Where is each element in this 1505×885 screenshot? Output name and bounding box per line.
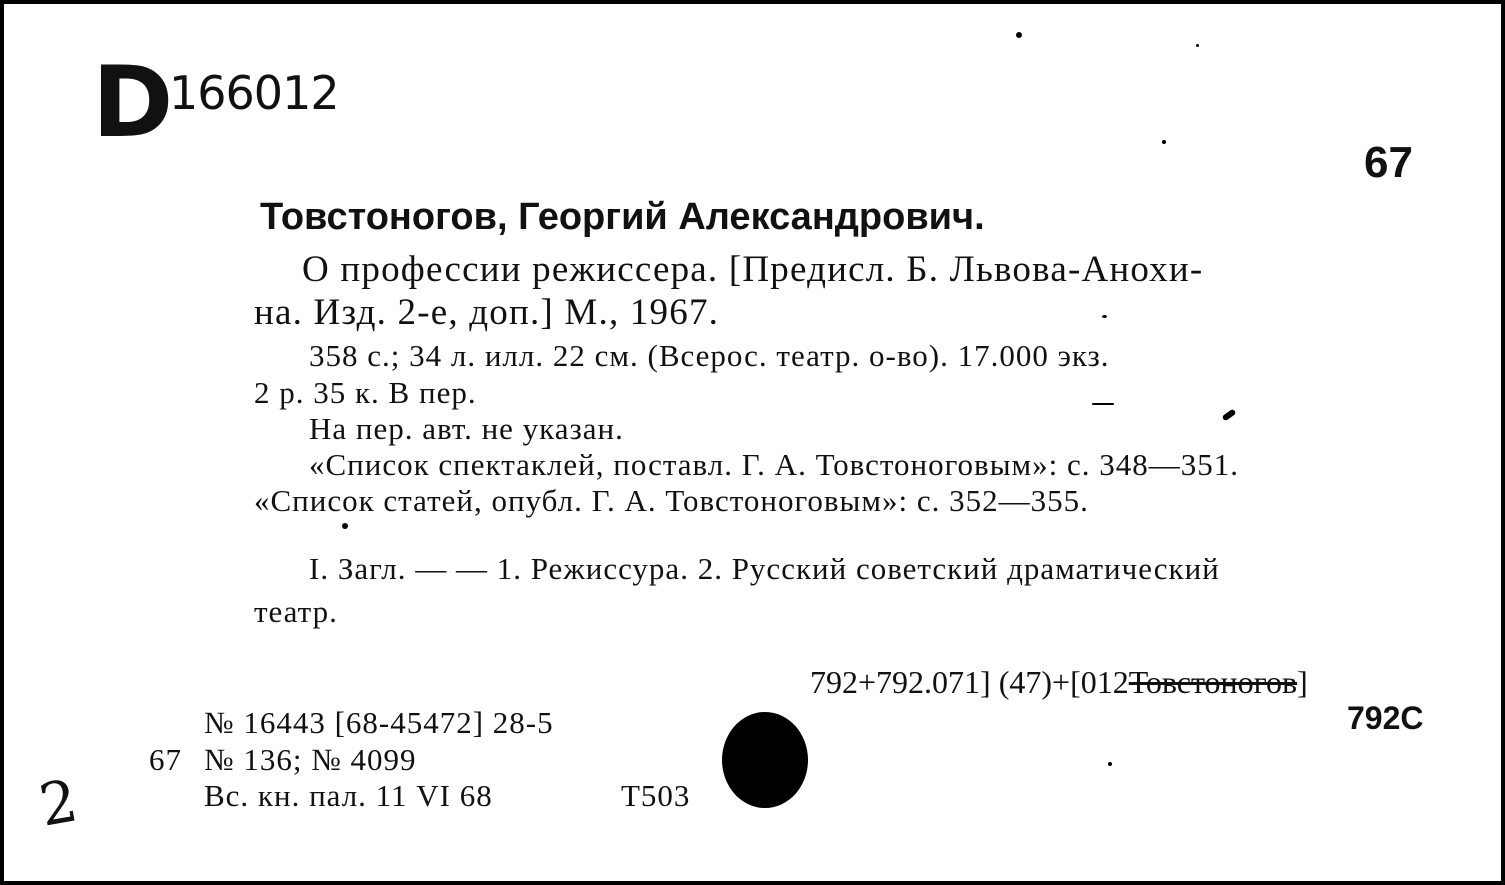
- speck: [1222, 409, 1237, 422]
- speck: [1196, 44, 1199, 47]
- classification-struck-text: Товстоногов: [1128, 664, 1298, 700]
- classification-main: 792+792.071] (47)+[012: [810, 664, 1129, 700]
- footer-line-2-prefix: 67: [149, 742, 182, 777]
- handwritten-mark: 2: [34, 766, 83, 840]
- speck: [1102, 315, 1107, 318]
- punch-hole: [722, 712, 808, 808]
- speck: [1162, 140, 1166, 144]
- footer-line-1: № 16443 [68-45472] 28-5: [204, 705, 554, 740]
- stamp-letter: D: [92, 46, 172, 160]
- classification-bracket: ]: [1297, 664, 1308, 700]
- footer-line-2: № 136; № 4099: [204, 742, 417, 777]
- title-line-1: О профессии режиссера. [Предисл. Б. Львова-Анохи-: [302, 249, 1204, 290]
- speck: [1108, 762, 1112, 766]
- note-line-1: На пер. авт. не указан.: [309, 411, 624, 446]
- title-line-2: на. Изд. 2-е, доп.] М., 1967.: [254, 292, 720, 333]
- tracing-line-2: театр.: [254, 594, 338, 629]
- tracing-line-1: I. Загл. — — 1. Режиссура. 2. Русский советский драматический: [309, 551, 1220, 586]
- speck: [1092, 403, 1114, 405]
- classification-code: 792С: [1347, 700, 1424, 736]
- note-line-2: «Список спектаклей, поставл. Г. А. Товстоноговым»: с. 348—351.: [309, 447, 1240, 482]
- author-heading: Товстоногов, Георгий Александрович.: [260, 196, 985, 238]
- footer-line-3-code: Т503: [621, 778, 691, 813]
- note-line-3: «Список статей, опубл. Г. А. Товстоноговым»: с. 352—355.: [254, 483, 1089, 518]
- stamp-number: 166012: [169, 66, 339, 120]
- footer-line-3: Вс. кн. пал. 11 VI 68: [204, 778, 493, 813]
- speck: [1016, 32, 1022, 38]
- speck: [342, 523, 348, 529]
- classification-line: [810, 666, 1308, 698]
- collation-line-2: 2 р. 35 к. В пер.: [254, 375, 477, 410]
- card-number: 67: [1364, 138, 1413, 187]
- collation-line-1: 358 с.; 34 л. илл. 22 см. (Всерос. театр. о-во). 17.000 экз.: [309, 338, 1110, 373]
